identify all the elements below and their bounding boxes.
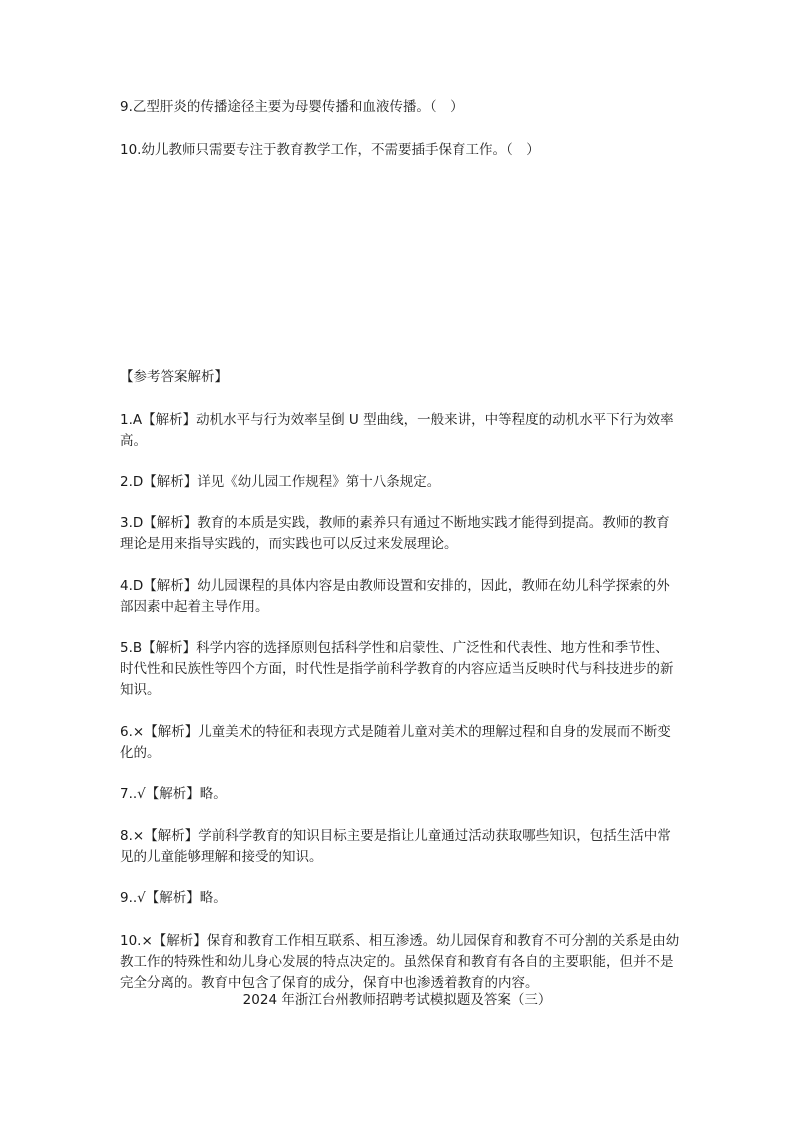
answers-heading: 【参考答案解析】: [120, 369, 228, 385]
answer-8: 8.×【解析】学前科学教育的知识目标主要是指让儿童通过活动获取哪些知识，包括生活中常见的儿童能够理解和接受的知识。: [120, 828, 671, 865]
question-9: 9.乙型肝炎的传播途径主要为母婴传播和血液传播。（ ）: [120, 99, 464, 115]
answer-9: 9..√【解析】略。: [120, 890, 227, 906]
answer-4: 4.D【解析】幼儿园课程的具体内容是由教师设置和安排的，因此，教师在幼儿科学探索的外部因素中起着主导作用。: [120, 578, 670, 615]
answer-2: 2.D【解析】详见《幼儿园工作规程》第十八条规定。: [120, 474, 441, 490]
answer-3: 3.D【解析】教育的本质是实践，教师的素养只有通过不断地实践才能得到提高。教师的教育理论是用来指导实践的，而实践也可以反过来发展理论。: [120, 515, 670, 552]
answer-6: 6.×【解析】儿童美术的特征和表现方式是随着儿童对美术的理解过程和自身的发展而不断变化的。: [120, 724, 671, 761]
page-footer: 2024 年浙江台州教师招聘考试模拟题及答案（三）: [242, 992, 552, 1008]
answer-10: 10.×【解析】保育和教育工作相互联系、相互渗透。幼儿园保育和教育不可分割的关系是由幼教工作的特殊性和幼儿身心发展的特点决定的。虽然保育和教育有各自的主要职能，但并不是完全分离的。教育中包含了保育的成分，保育中也渗透着教育的内容。: [120, 933, 680, 991]
answer-1: 1.A【解析】动机水平与行为效率呈倒 U 型曲线，一般来讲，中等程度的动机水平下行为效率高。: [120, 412, 674, 449]
answer-7: 7..√【解析】略。: [120, 786, 227, 802]
answer-5: 5.B【解析】科学内容的选择原则包括科学性和启蒙性、广泛性和代表性、地方性和季节性、时代性和民族性等四个方面，时代性是指学前科学教育的内容应适当反映时代与科技进步的新知识。: [120, 640, 674, 698]
question-10: 10.幼儿教师只需要专注于教育教学工作，不需要插手保育工作。（ ）: [120, 142, 540, 158]
